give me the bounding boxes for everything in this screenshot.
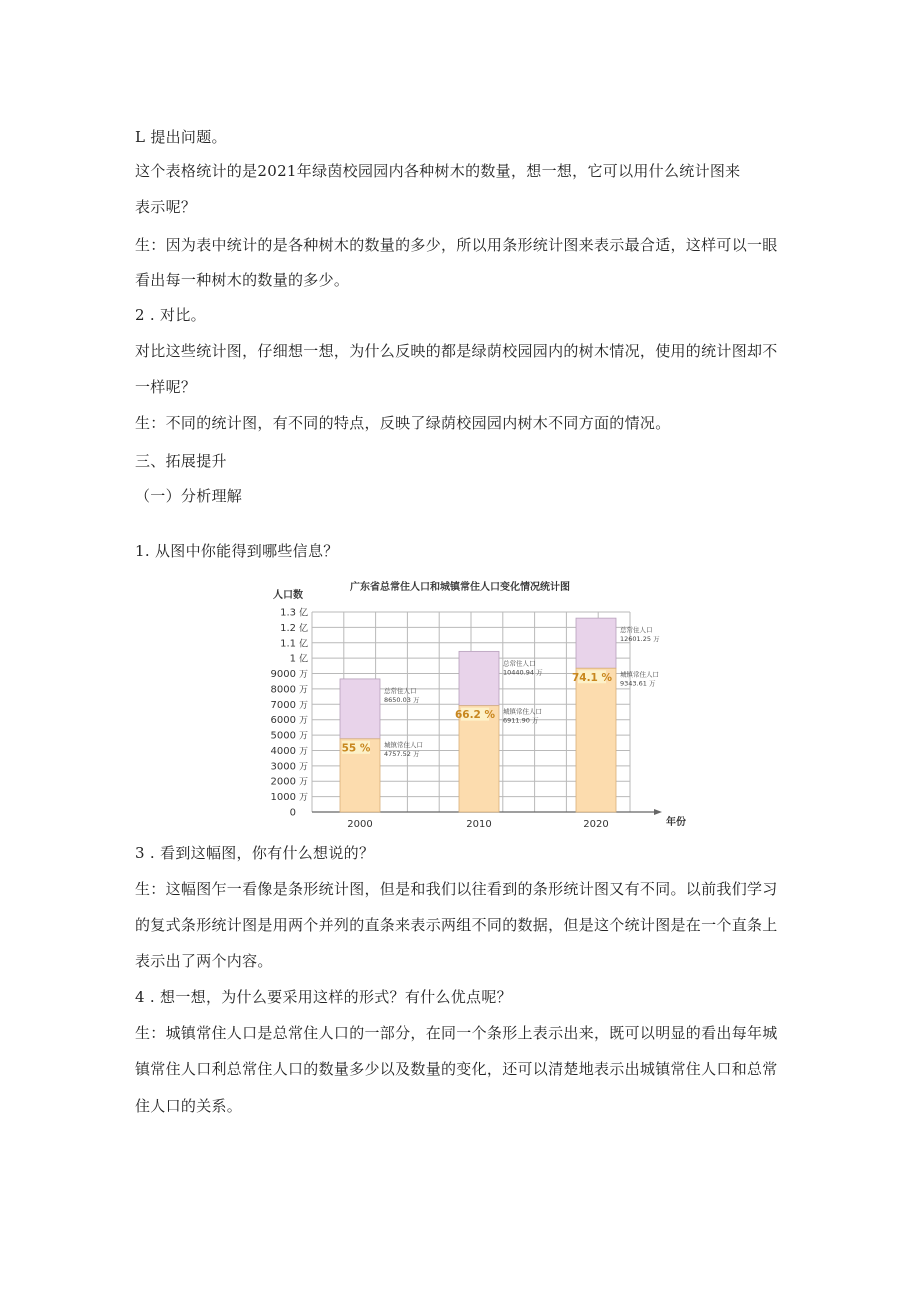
population-chart (250, 576, 686, 832)
answer-3-line1: 生：这幅图乍一看像是条形统计图，但是和我们以往看到的条形统计图又有不同。以前我们学习 (135, 880, 778, 898)
y-tick-label: 1000 (270, 792, 296, 804)
y-tick-unit: 亿 (298, 639, 308, 650)
answer-4-line1: 生：城镇常住人口是总常住人口的一部分，在同一个条形上表示出来，既可以明显的看出每年城 (135, 1024, 778, 1042)
total-series-name: 总常住人口 (620, 626, 653, 635)
total-series-name: 总常住人口 (384, 686, 417, 695)
x-tick-label: 2010 (466, 819, 492, 830)
urban-series-name: 城镇常住人口 (384, 740, 423, 749)
chart-ylabel: 人口数 (273, 590, 303, 601)
y-tick-unit: 万 (298, 670, 308, 681)
percent-label: 66.2 % (454, 709, 496, 722)
total-value-label: 8650.03 万 (384, 695, 420, 704)
urban-value-label: 6911.90 万 (503, 716, 539, 725)
y-tick-label: 1 (289, 653, 296, 665)
y-tick-unit: 亿 (298, 654, 308, 665)
y-tick-unit: 万 (298, 731, 308, 742)
section2-question-line2: 一样呢？ (135, 378, 197, 396)
section1-heading: L 提出问题。 (135, 128, 227, 146)
y-tick-label: 1.1 (280, 638, 296, 650)
y-tick-label: 1.3 (280, 607, 296, 619)
x-tick-label: 2000 (347, 819, 373, 830)
total-value-label: 12601.25 万 (620, 635, 660, 644)
population-chart-svg (250, 576, 686, 832)
section2-answer-line1: 生：不同的统计图，有不同的特点，反映了绿荫校园园内树木不同方面的情况。 (135, 414, 671, 432)
answer-3-line3: 表示出了两个内容。 (135, 952, 273, 970)
section2-question-line1: 对比这些统计图，仔细想一想，为什么反映的都是绿荫校园园内的树木情况，使用的统计图却不 (135, 342, 778, 360)
question-1: 1. 从图中你能得到哪些信息？ (135, 542, 339, 560)
chart-title: 广东省总常住人口和城镇常住人口变化情况统计图 (350, 582, 570, 593)
y-tick-label: 6000 (270, 715, 296, 727)
question-3: 3 . 看到这幅图，你有什么想说的？ (135, 844, 375, 862)
y-tick-unit: 万 (298, 716, 308, 727)
section1-answer-line2: 看出每一种树木的数量的多少。 (135, 271, 350, 289)
section1-answer-line1: 生：因为表中统计的是各种树木的数量的多少，所以用条形统计图来表示最合适，这样可以一眼 (135, 236, 778, 254)
x-axis-arrow (654, 809, 662, 815)
bar-total-2020 (576, 618, 616, 668)
section3-heading: 三、拓展提升 (135, 452, 227, 470)
y-tick-unit: 万 (298, 793, 308, 804)
y-tick-label: 9000 (270, 669, 296, 681)
chart-xlabel: 年份 (666, 817, 686, 828)
answer-3-line2: 的复式条形统计图是用两个并列的直条来表示两组不同的数据，但是这个统计图是在一个直条上 (135, 916, 778, 934)
urban-series-name: 城镇常住人口 (620, 670, 659, 679)
bar-total-2000 (340, 679, 380, 739)
y-tick-label: 4000 (270, 745, 296, 757)
y-tick-unit: 亿 (298, 608, 308, 619)
percent-label: 55 % (341, 742, 371, 755)
y-tick-label: 7000 (270, 699, 296, 711)
y-tick-unit: 万 (298, 746, 308, 757)
bar-urban-2020 (576, 668, 616, 812)
bar-urban-2010 (459, 706, 499, 812)
bar-total-2010 (459, 651, 499, 705)
y-tick-label: 1.2 (280, 622, 296, 634)
y-tick-label: 2000 (270, 776, 296, 788)
section3-subheading: （一）分析理解 (135, 487, 243, 505)
y-tick-unit: 万 (298, 762, 308, 773)
section1-question-line2: 表示呢？ (135, 198, 197, 216)
y-tick-unit: 万 (298, 777, 308, 788)
y-tick-label: 5000 (270, 730, 296, 742)
section1-question-line1: 这个表格统计的是2021年绿茵校园园内各种树木的数量，想一想，它可以用什么统计图来 (135, 162, 741, 180)
answer-4-line2: 镇常住人口利总常住人口的数量多少以及数量的变化，还可以清楚地表示出城镇常住人口和总常 (135, 1060, 778, 1078)
urban-value-label: 9343.61 万 (620, 679, 656, 688)
y-tick-label: 3000 (270, 761, 296, 773)
section2-heading: 2 . 对比。 (135, 306, 206, 324)
y-tick-unit: 亿 (298, 623, 308, 634)
y-tick-unit: 万 (298, 685, 308, 696)
y-tick-label: 8000 (270, 684, 296, 696)
y-tick-label: 0 (289, 807, 296, 819)
percent-label: 74.1 % (571, 671, 613, 684)
urban-series-name: 城镇常住人口 (503, 707, 542, 716)
x-tick-label: 2020 (583, 819, 609, 830)
question-4: 4 . 想一想，为什么要采用这样的形式？有什么优点呢？ (135, 988, 512, 1006)
answer-4-line3: 住人口的关系。 (135, 1097, 243, 1115)
y-tick-unit: 万 (298, 700, 308, 711)
urban-value-label: 4757.52 万 (384, 749, 420, 758)
total-series-name: 总常住人口 (503, 659, 536, 668)
total-value-label: 10440.94 万 (503, 668, 543, 677)
